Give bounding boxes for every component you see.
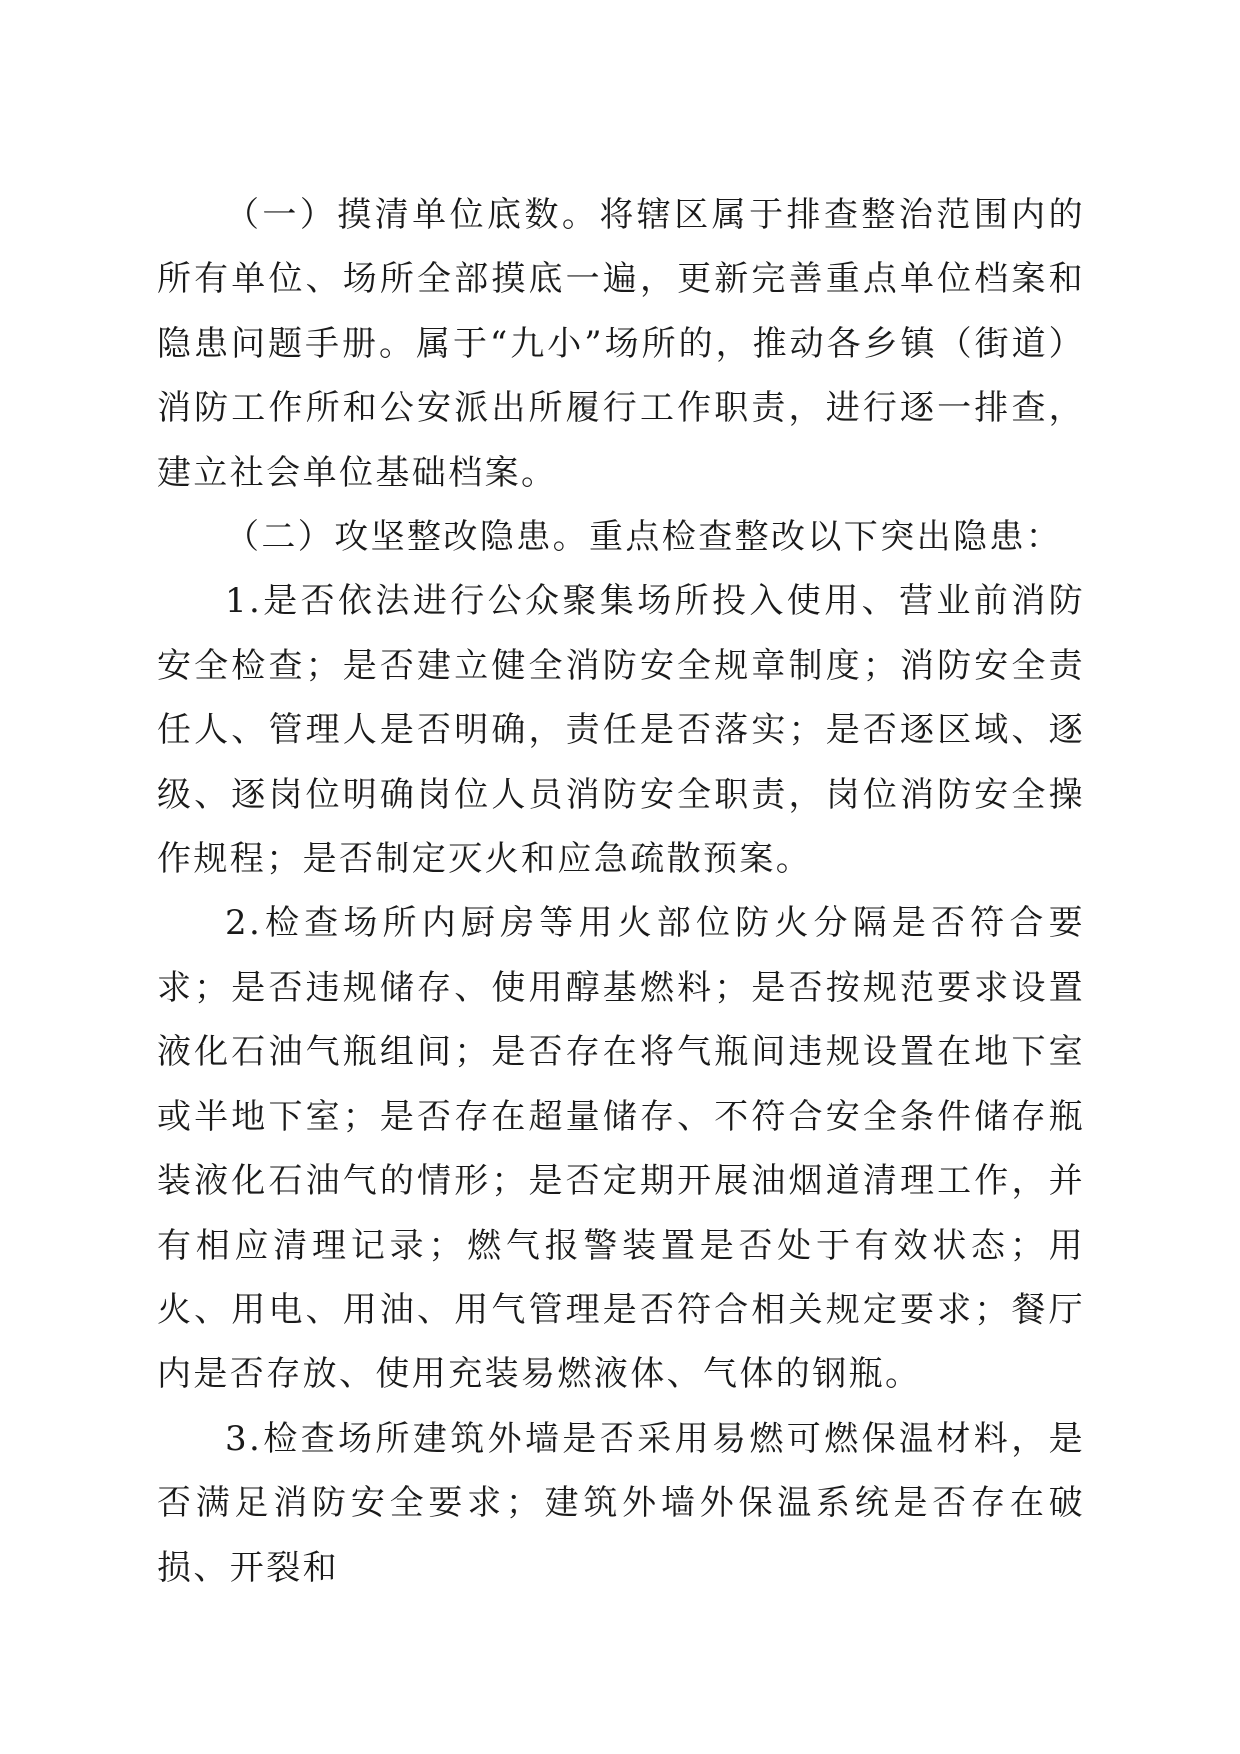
paragraph-item-3: 3.检查场所建筑外墙是否采用易燃可燃保温材料，是否满足消防安全要求；建筑外墙外保温系统是否存在破损、开裂和 [157, 1418, 1085, 1588]
paragraph-section-1: （一）摸清单位底数。将辖区属于排查整治范围内的所有单位、场所全部摸底一遍，更新完善重点单位档案和隐患问题手册。属于“九小”场所的，推动各乡镇（街道）消防工作所和公安派出所履行工作职责，进行逐一排查，建立社会单位基础档案。 [157, 195, 1085, 493]
paragraph-item-1: 1.是否依法进行公众聚集场所投入使用、营业前消防安全检查；是否建立健全消防安全规章制度；消防安全责任人、管理人是否明确，责任是否落实；是否逐区域、逐级、逐岗位明确岗位人员消防安全职责，岗位消防安全操作规程；是否制定灭火和应急疏散预案。 [157, 581, 1085, 880]
paragraph-item-2: 2.检查场所内厨房等用火部位防火分隔是否符合要求；是否违规储存、使用醇基燃料；是否按规范要求设置液化石油气瓶组间；是否存在将气瓶间违规设置在地下室或半地下室；是否存在超量储存、不符合安全条件储存瓶装液化石油气的情形；是否定期开展油烟道清理工作，并有相应清理记录；燃气报警装置是否处于有效状态；用火、用电、用油、用气管理是否符合相关规定要求；餐厅内是否存放、使用充装易燃液体、气体的钢瓶。 [157, 903, 1085, 1395]
paragraph-section-2: （二）攻坚整改隐患。重点检查整改以下突出隐患： [225, 517, 1063, 558]
document-body [157, 183, 1085, 1600]
